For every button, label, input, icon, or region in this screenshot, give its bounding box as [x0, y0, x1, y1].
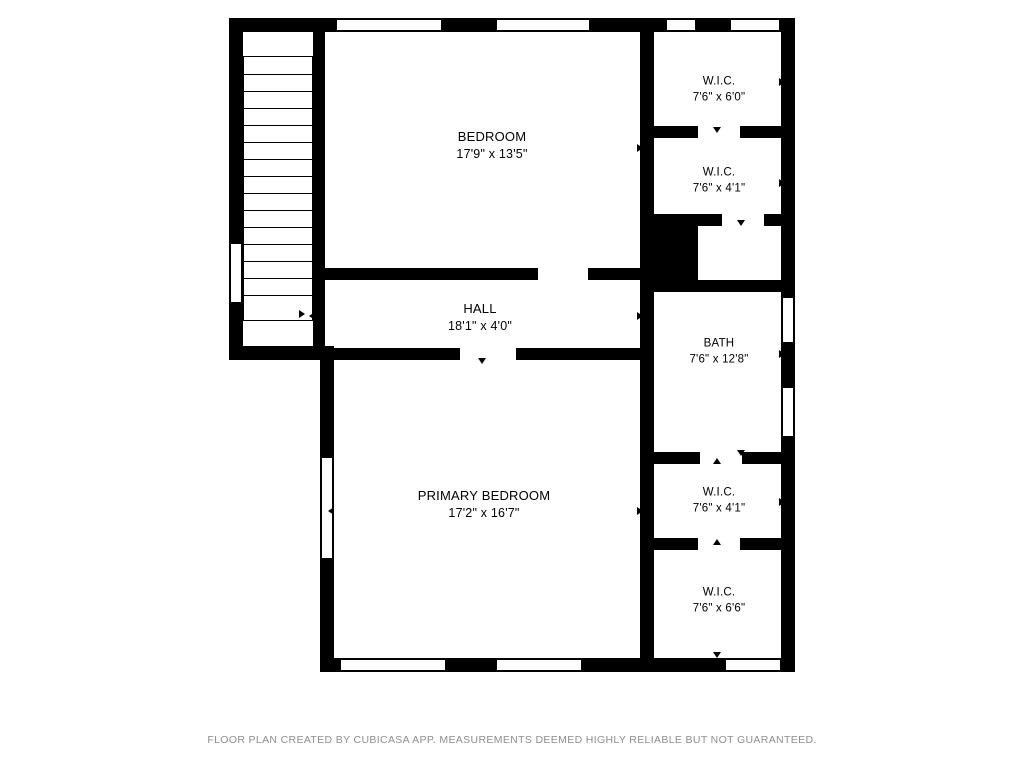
- marker-bedroom-right: [637, 144, 643, 152]
- room-name: BATH: [703, 337, 735, 350]
- marker-primary-door: [485, 659, 493, 665]
- room-label-wic-top: [693, 74, 745, 107]
- room-name: HALL: [463, 300, 497, 316]
- marker-wic-upper-door: [713, 215, 721, 221]
- room-label-bedroom: [456, 128, 527, 164]
- marker-wic-lower-up: [713, 458, 721, 464]
- marker-wic-bottom-up: [713, 539, 721, 545]
- window-primary-bottom-1: [341, 659, 445, 671]
- marker-primary-left: [328, 507, 334, 515]
- window-wic-top-2: [731, 19, 779, 31]
- wall-hall-left: [313, 280, 325, 360]
- room-label-bath: [689, 336, 748, 369]
- door-gap-bedroom-hall: [538, 266, 588, 282]
- window-bedroom-top-1: [337, 19, 441, 31]
- marker-wic-top-door: [713, 127, 721, 133]
- marker-hall-left: [309, 312, 315, 320]
- room-name: W.I.C.: [702, 166, 736, 179]
- wall-exterior-right: [781, 18, 795, 672]
- marker-primary-right: [637, 507, 643, 515]
- door-exterior-left: [230, 244, 242, 302]
- marker-wic-top-right: [779, 78, 785, 86]
- room-name: BEDROOM: [457, 128, 527, 144]
- room-dims: 17'2" x 16'7": [448, 506, 520, 521]
- room-dims: 7'6" x 6'6": [692, 603, 746, 615]
- room-name: PRIMARY BEDROOM: [417, 487, 551, 503]
- room-label-wic-upper-mid: [693, 165, 745, 198]
- window-bath-right-1: [782, 298, 794, 342]
- window-bedroom-top-2: [497, 19, 589, 31]
- marker-bedroom-door: [478, 269, 486, 275]
- marker-hall-right: [637, 312, 643, 320]
- room-dims: 17'9" x 13'5": [456, 147, 528, 162]
- marker-wic-upper-right: [779, 179, 785, 187]
- marker-bath-right: [779, 350, 785, 358]
- room-dims: 7'6" x 4'1": [692, 183, 746, 195]
- marker-bath-door: [737, 450, 745, 456]
- window-wic-bottom: [726, 659, 780, 671]
- marker-wic-bottom-door: [713, 652, 721, 658]
- room-dims: 18'1" x 4'0": [447, 319, 513, 334]
- chimney-block: [640, 222, 698, 280]
- window-primary-bottom-2: [497, 659, 581, 671]
- room-name: W.I.C.: [702, 586, 736, 599]
- door-gap-hall-primary: [460, 346, 516, 362]
- marker-bedroom-left: [318, 144, 324, 152]
- room-label-hall: [448, 300, 512, 336]
- marker-wic-lower-right: [779, 498, 785, 506]
- door-gap-bath: [700, 450, 742, 466]
- disclaimer-text: FLOOR PLAN CREATED BY CUBICASA APP. MEASUREMENTS DEEMED HIGHLY RELIABLE BUT NOT GUARANTEED.: [207, 734, 817, 746]
- window-wic-top-1: [667, 19, 695, 31]
- wall-interior-vertical-lower: [640, 360, 654, 672]
- room-name: W.I.C.: [702, 75, 736, 88]
- room-label-primary-bedroom: [418, 487, 551, 523]
- room-name: W.I.C.: [702, 486, 736, 499]
- wall-bath-top: [654, 280, 795, 292]
- room-label-wic-lower-mid: [693, 485, 745, 518]
- window-bath-right-2: [782, 388, 794, 436]
- room-dims: 7'6" x 12'8": [689, 354, 749, 366]
- room-label-wic-bottom: [693, 585, 745, 618]
- marker-hall-door: [478, 358, 486, 364]
- staircase: [243, 56, 313, 321]
- marker-stair-exit: [299, 310, 305, 318]
- wall-exterior-left-upper: [229, 18, 243, 360]
- room-dims: 7'6" x 4'1": [692, 503, 746, 515]
- room-dims: 7'6" x 6'0": [692, 92, 746, 104]
- marker-bath-top-door: [737, 220, 745, 226]
